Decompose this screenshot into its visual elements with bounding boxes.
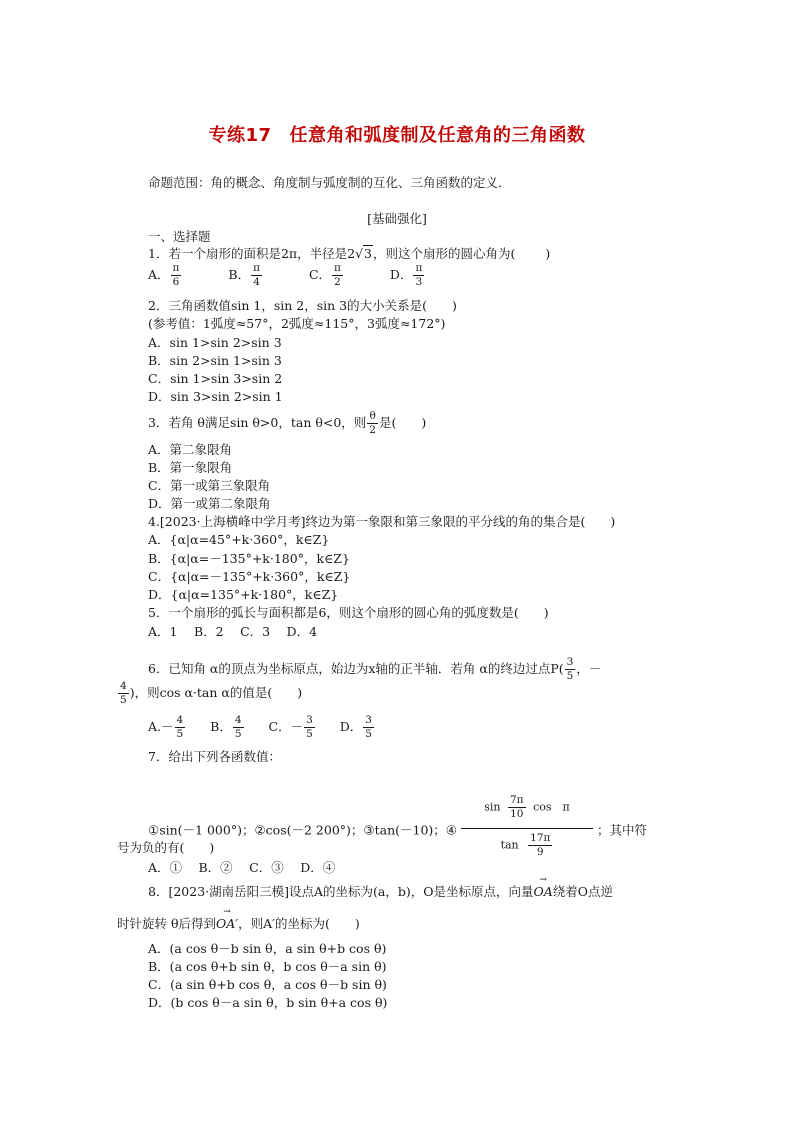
q4-option-b: B．{α|α=－135°+k·180°，k∈Z} [148,551,350,566]
question-2-note: (参考值：1弧度≈57°，2弧度≈115°，3弧度≈172°) [148,316,446,331]
q6-option-c: C．－ $\frac{3}{5}$ [268,714,313,741]
question-1-options [148,262,425,289]
question-6-options [148,714,375,741]
q2-option-b: B．sin 2>sin 1>sin 3 [148,353,282,368]
question-1-stem: 1．若一个扇形的面积是2π，半径是2√3，则这个扇形的圆心角为( ) [148,246,551,261]
section-heading: [基础强化] [367,211,427,226]
q1-option-d: D． $\frac{\pi}{3}$ [389,262,423,289]
q4-option-a: A．{α|α=45°+k·360°，k∈Z} [148,532,330,547]
page-title [0,121,794,147]
vector-oa: → OA [533,886,552,899]
compound-fraction: sin $\frac{7\pi}{10}$ cos π tan $\frac{17\pi}{9}$ [461,794,593,864]
q8-option-a: A．(a cos θ－b sin θ，a sin θ+b cos θ) [148,941,387,956]
point-x-fraction: $\frac{3}{5}$ [566,656,574,683]
q4-option-c: C．{α|α=－135°+k·360°，k∈Z} [148,569,351,584]
q8-option-b: B．(a cos θ+b sin θ，b cos θ－a sin θ) [148,959,387,974]
theta-over-2: $\frac{\theta}{2}$ [369,410,376,437]
q3-option-b: B．第一象限角 [148,460,233,475]
q8-option-c: C．(a sin θ+b cos θ，a cos θ－b sin θ) [148,977,387,992]
q8-option-d: D．(b cos θ－a sin θ，b sin θ+a cos θ) [148,995,388,1010]
question-5-stem: 5．一个扇形的弧长与面积都是6，则这个扇形的圆心角的弧度数是( ) [148,605,549,620]
question-4-stem: 4.[2023·上海横峰中学月考]终边为第一象限和第三象限的平分线的角的集合是( ) [148,514,616,529]
point-y-fraction: $\frac{4}{5}$ [120,680,127,707]
q3-option-c: C．第一或第三象限角 [148,478,271,493]
question-7-options: A．① B．② C．③ D．④ [148,860,336,875]
q2-option-c: C．sin 1>sin 3>sin 2 [148,371,283,386]
q4-option-d: D．{α|α=135°+k·180°，k∈Z} [148,587,339,602]
question-8-stem: 8．[2023·湖南岳阳三模]设点A的坐标为(a，b)，O是坐标原点，向量→ OA绕着O点逆 [148,886,613,899]
title-text: 任意角和弧度制及任意角的三角函数 [289,125,586,146]
question-8-stem-line2: 时针旋转 θ后得到→ OA′，则A′的坐标为( ) [117,918,360,931]
q1-option-a: A． $\frac{\pi}{6}$ [148,262,180,289]
vector-oa-prime: → OA′ [216,918,238,931]
question-5-options: A．1 B．2 C．3 D．4 [148,624,318,639]
question-3-stem: 3．若角 θ满足sin θ>0，tan θ<0，则 $\frac{\theta}{2}$ 是( ) [148,410,427,437]
question-6-stem-line2: $\frac{4}{5}$ )，则cos α·tan α的值是( ) [120,680,303,707]
q2-option-a: A．sin 1>sin 2>sin 3 [148,335,282,350]
question-2-stem: 2．三角函数值sin 1，sin 2，sin 3的大小关系是( ) [148,298,457,313]
q3-option-a: A．第二象限角 [148,442,233,457]
question-6-stem: 6．已知角 α的顶点为坐标原点，始边为x轴的正半轴．若角 α的终边过点P( $\frac{3}{5}$ ，－ [148,656,602,683]
q6-option-a: A.－ $\frac{4}{5}$ [148,714,184,741]
q3-option-d: D．第一或第二象限角 [148,496,271,511]
question-7-stem: 7．给出下列各函数值： [148,749,281,764]
scope-line: 命题范围：角的概念、角度制与弧度制的互化、三角函数的定义． [148,175,511,190]
q1-option-c: C． $\frac{\pi}{2}$ [308,262,341,289]
q6-option-d: D． $\frac{3}{5}$ [339,714,372,741]
question-7-items: ①sin(－1 000°)；②cos(－2 200°)；③tan(－10)；④ sin $\frac{7\pi}{10}$ cos π tan $\frac{17\pi}{9}$ ；其中符 [148,796,647,866]
sqrt-symbol: √3 [355,246,372,261]
q1-option-b: B． $\frac{\pi}{4}$ [228,262,260,289]
question-7-stem-line2: 号为负的有( ) [117,840,215,855]
q6-option-b: B． $\frac{4}{5}$ [210,714,242,741]
part-heading: 一、选择题 [148,229,211,244]
q2-option-d: D．sin 3>sin 2>sin 1 [148,389,283,404]
title-number: 专练17 [208,125,272,146]
